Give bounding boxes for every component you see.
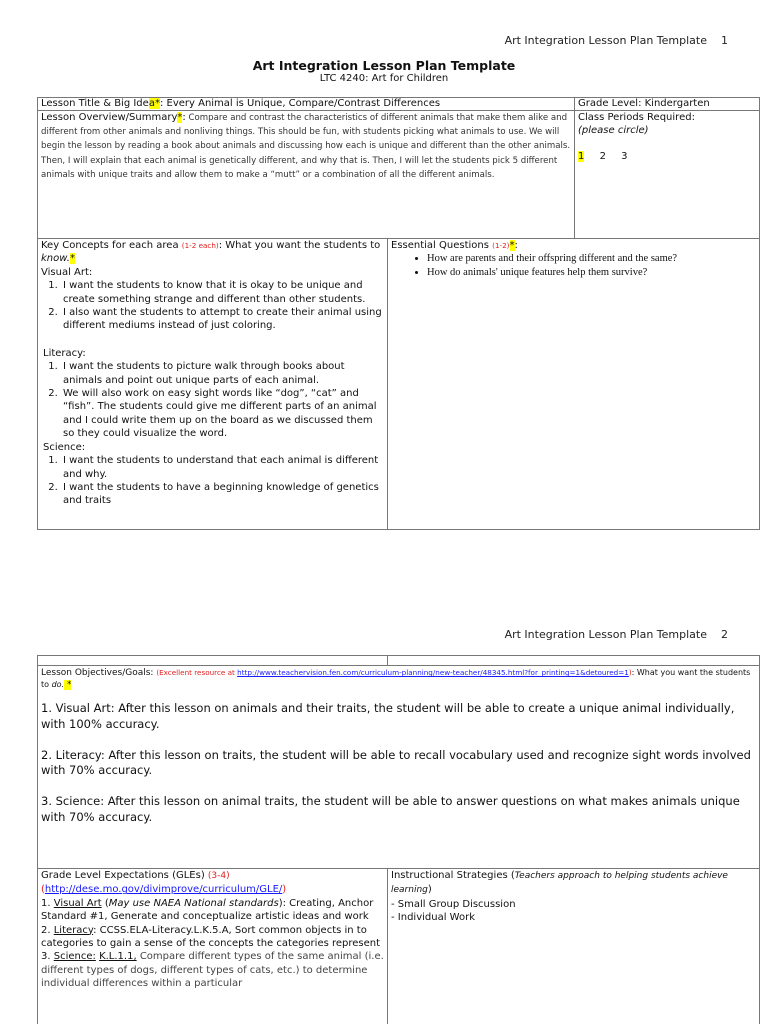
key-concepts-count: (1-2 each) [181,241,219,250]
gle-text: : CCSS.ELA-Literacy.L.K.5.A, Sort common objects in to categories to gain a sense of the concepts the categories represent [41,924,381,950]
strategies-note: Teachers approach to helping students achieve learning [391,871,728,896]
gle-count: (3-4) [207,871,230,881]
overview-text: Compare and contrast the characteristics of different animals that make them alike and different from other animals and nonliving things. This should be fun, with students picking what animals to use. We will begin the lesson by reading a book about animals and discussing how each is unique and different than the other animals. Then, I will explain that each animal is genetically different, and why that is. Then, I will let the students pick 5 different animals with unique traits and allow them to make a “mutt” or a combination of all the different animals. [41,113,571,180]
resource-note: (Excellent resource at [156,668,238,677]
gle-note: May use NAEA National standards [108,897,279,909]
gle-text: : Creating, Anchor Standard #1, Generate and conceptualize artistic ideas and work [41,897,374,923]
strategy-item: - Small Group Discussion [391,898,516,910]
literacy-label: Literacy: [43,347,86,359]
essential-questions-label: Essential Questions [391,240,493,251]
lesson-title-cell [38,98,575,111]
overview-cell [38,111,575,239]
objectives-label: Lesson Objectives/Goals: [41,668,157,678]
key-concepts-cell [38,239,388,530]
gle-cell: Grade Level Expectations (GLEs) (3-4) (http://dese.mo.gov/divimprove/curriculum/GLE/) 1. Visual Art (May use NAEA National standards): Creating, Anchor Standard #1, Generate and conceptualize artistic ideas and work 2. Literacy: CCSS.ELA-Literacy.L.K.5.A, Sort common objects in to categories to gain a sense of the concepts the categories represent 3. Science: K.L.1.1, Compare different types of the same animal (i.e. different types of dogs, different types of cats, etc.) to determine individual differences within a particular [38,869,388,1024]
objective-item: 1. Visual Art: After this lesson on animals and their traits, the student will be able to create a unique animal individually, with 100% accuracy. [41,701,735,731]
lesson-title-label: Lesson Title & Big Ide [41,98,149,109]
key-concepts-desc: : What you want the students to [218,240,381,251]
visual-art-list [61,279,384,333]
visual-art-label: Visual Art: [41,266,93,278]
list-item: • How do animals' unique features help them survive? [427,266,756,280]
science-label: Science: [43,441,86,453]
lesson-plan-table-1 [37,97,760,530]
gle-text: Compare different types of the same animal (i.e. different types of dogs, different types of cats, etc.) to determine individual differences within a particular [41,951,384,990]
class-periods-cell [575,111,760,239]
required-star: * [69,253,75,265]
page-header [505,34,728,47]
resource-link[interactable]: http://www.teachervision.fen.com/curriculum-planning/new-teacher/48345.html?for_printing=1&detoured=1 [237,668,629,677]
list-item: 2. We will also work on easy sight words like “dog”, “cat” and “fish”. The students could give me different parts of an animal and I could write them up on the board as we discussed them so they could visualize the word. [61,387,384,441]
required-star: * [177,112,183,123]
strategies-label: Instructional Strategies ( [391,870,515,881]
lesson-title-value: Every Animal is Unique, Compare/Contrast Differences [163,98,441,109]
class-periods-label: Class Periods Required: [578,112,695,123]
strategies-cell [388,869,760,1024]
gle-subject: Science: [53,951,96,963]
paren: ) [427,884,432,896]
page-number: 1 [721,34,728,47]
required-star: a* [148,98,160,109]
document-title: Art Integration Lesson Plan Template [252,58,516,73]
gle-number: 3. [41,951,54,963]
literacy-list [61,360,384,440]
key-concepts-label: Key Concepts for each area [41,240,182,251]
colon: : [514,240,518,251]
essential-count: (1-2) [492,241,510,250]
period-option-1: 1 [578,150,585,162]
period-option-2: 2 [599,150,606,162]
overview-label: Lesson Overview/Summary [41,112,178,123]
page-number: 2 [721,628,728,641]
objectives-desc: : What you want the students to [41,668,751,689]
strategy-item: - Individual Work [391,912,475,924]
required-star: * [64,680,72,690]
objectives-list [41,701,756,826]
objective-item: 3. Science: After this lesson on animal traits, the student will be able to answer questions on what makes animals unique with 70% accuracy. [41,794,740,824]
essential-questions-cell [388,239,760,530]
list-item: 2. I want the students to have a beginning knowledge of genetics and traits [61,481,384,508]
required-star: * [509,240,515,251]
list-item: • How are parents and their offspring different and the same? [427,252,756,266]
gle-number: 1. [41,897,54,909]
header-title: Art Integration Lesson Plan Template [504,628,707,641]
essential-questions-list [427,252,756,279]
gle-code: K.L.1.1, [99,951,137,963]
gle-link[interactable]: http://dese.mo.gov/divimprove/curriculum/GLE/ [44,884,283,896]
objective-item: 2. Literacy: After this lesson on traits, the student will be able to recall vocabulary used and recognize sight words involved with 70% accuracy. [41,747,751,778]
list-item: 1. I want the students to picture walk through books about animals and point out unique parts of each animal. [61,360,384,387]
gle-number: 2. [41,924,54,936]
know-word: know. [41,253,70,265]
grade-level-cell [575,98,760,111]
colon: : [159,98,164,109]
list-item: 2. I also want the students to attempt to create their animal using different mediums instead of just coloring. [61,306,384,333]
list-item: 1. I want the students to understand that each animal is different and why. [61,454,384,481]
grade-level: Grade Level: Kindergarten [578,98,710,109]
paren: ) [628,668,632,677]
gle-label: Grade Level Expectations (GLEs) [41,870,205,881]
do-word: do. [51,680,65,689]
period-options [578,150,756,163]
lesson-plan-table-2 [37,655,760,1024]
colon: : [182,112,186,123]
science-list [61,454,384,508]
header-title: Art Integration Lesson Plan Template [504,34,707,47]
document-subtitle: LTC 4240: Art for Children [319,73,449,84]
gle-subject: Visual Art [53,897,102,909]
period-option-3: 3 [621,150,628,162]
objectives-cell [38,666,760,869]
page-header [505,628,728,641]
list-item: 1. I want the students to know that it is okay to be unique and create something strange and different than other students. [61,279,384,306]
gle-subject: Literacy [53,924,94,936]
please-circle-note: (please circle) [578,125,649,137]
